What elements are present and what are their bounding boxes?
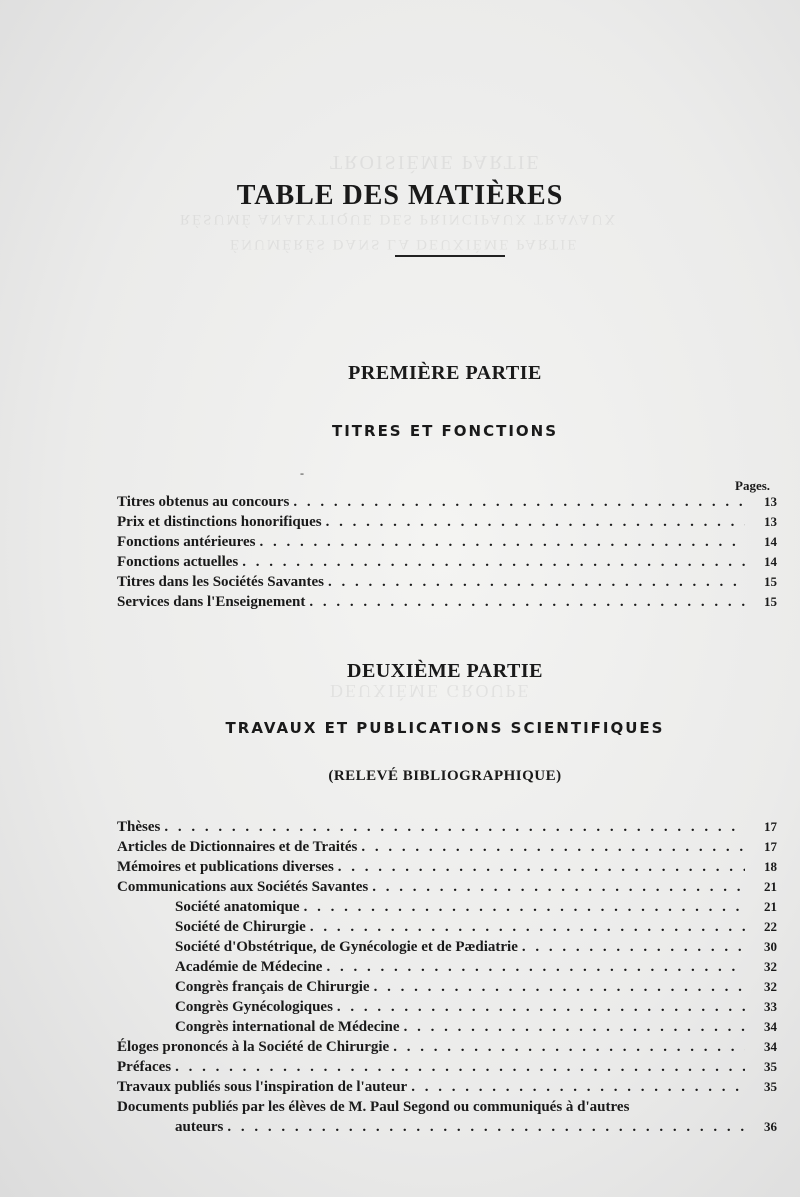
toc-entry-page: 32 — [764, 959, 777, 974]
toc-entry-page: 22 — [764, 919, 777, 934]
toc-entry-label: Fonctions actuelles — [117, 554, 239, 570]
toc-entry-label: Titres dans les Sociétés Savantes — [117, 574, 324, 590]
leader-dots — [404, 1017, 745, 1037]
toc-entry[interactable] — [117, 492, 777, 512]
toc-entry-label: Éloges prononcés à la Société de Chirurgie — [117, 1039, 390, 1055]
toc-entry[interactable] — [117, 877, 777, 897]
toc-entry-page: 35 — [764, 1079, 777, 1094]
toc-entry-page: 33 — [764, 999, 777, 1014]
leader-dots — [259, 532, 745, 552]
part-one-section: TITRES ET FONCTIONS — [331, 422, 559, 440]
toc-part-one — [117, 492, 777, 612]
leader-dots — [338, 857, 745, 877]
toc-entry[interactable] — [117, 837, 777, 857]
toc-part-two — [117, 817, 777, 1137]
toc-entry-label: Congrès Gynécologiques — [175, 999, 333, 1015]
part-two-heading: DEUXIÈME PARTIE — [347, 660, 543, 682]
leader-dots — [374, 977, 745, 997]
toc-entry-label: Société anatomique — [175, 899, 300, 915]
toc-entry-page: 14 — [764, 534, 777, 549]
toc-entry[interactable] — [117, 572, 777, 592]
leader-dots — [164, 817, 745, 837]
toc-entry-label: Titres obtenus au concours — [117, 494, 290, 510]
toc-entry-page: 35 — [764, 1059, 777, 1074]
toc-entry-label: Société de Chirurgie — [175, 919, 306, 935]
toc-subentry[interactable] — [117, 957, 777, 977]
toc-entry[interactable] — [117, 552, 777, 572]
leader-dots — [393, 1037, 745, 1057]
toc-entry-page: 21 — [764, 899, 777, 914]
leader-dots — [372, 877, 745, 897]
toc-entry-label: Académie de Médecine — [175, 959, 323, 975]
pages-column-header: Pages. — [735, 478, 771, 493]
toc-entry-label: auteurs — [175, 1119, 224, 1135]
show-through-text: ÉNUMÉRÉS DANS LA DEUXIÈME PARTIE — [230, 236, 579, 252]
toc-entry-page: 15 — [764, 594, 777, 609]
page-title: TABLE DES MATIÈRES — [236, 180, 564, 211]
part-two-subsection: (RELEVÉ BIBLIOGRAPHIQUE) — [328, 768, 562, 784]
toc-entry[interactable] — [117, 817, 777, 837]
leader-dots — [361, 837, 745, 857]
toc-subentry[interactable] — [117, 997, 777, 1017]
leader-dots — [310, 917, 745, 937]
toc-entry-label: Articles de Dictionnaires et de Traités — [117, 839, 358, 855]
toc-entry[interactable] — [117, 857, 777, 877]
leader-dots — [337, 997, 745, 1017]
toc-entry[interactable] — [117, 1057, 777, 1077]
toc-entry-first-line[interactable]: Documents publiés par les élèves de M. Paul Segond ou communiqués à d'autres — [117, 1099, 630, 1115]
toc-entry-label: Thèses — [117, 819, 161, 835]
toc-entry-page: 13 — [764, 514, 777, 529]
toc-entry-label: Congrès international de Médecine — [175, 1019, 400, 1035]
leader-dots — [242, 552, 745, 572]
toc-entry-page: 14 — [764, 554, 777, 569]
toc-entry-page: 32 — [764, 979, 777, 994]
toc-entry-label: Travaux publiés sous l'inspiration de l'auteur — [117, 1079, 408, 1095]
leader-dots — [522, 937, 745, 957]
toc-entry-label: Mémoires et publications diverses — [117, 859, 334, 875]
toc-entry-page: 30 — [764, 939, 777, 954]
toc-entry-page: 34 — [764, 1019, 777, 1034]
toc-entry[interactable] — [117, 592, 777, 612]
show-through-text: TROISIÈME PARTIE — [330, 151, 541, 173]
title-rule — [395, 255, 505, 257]
toc-entry-page: 17 — [764, 819, 777, 834]
toc-entry-label: Services dans l'Enseignement — [117, 594, 306, 610]
leader-dots — [411, 1077, 745, 1097]
show-through-text: DEUXIÈME GROUPE — [330, 681, 531, 701]
leader-dots — [326, 512, 745, 532]
toc-entry[interactable] — [117, 532, 777, 552]
toc-subentry[interactable] — [117, 937, 777, 957]
leader-dots — [304, 897, 745, 917]
stray-mark: - — [300, 466, 304, 480]
toc-subentry[interactable] — [117, 1017, 777, 1037]
toc-entry-label: Communications aux Sociétés Savantes — [117, 879, 369, 895]
toc-entry-label: Prix et distinctions honorifiques — [117, 514, 322, 530]
toc-entry-page: 15 — [764, 574, 777, 589]
leader-dots — [293, 492, 745, 512]
show-through-text: RÉSUMÉ ANALYTIQUE DES PRINCIPAUX TRAVAUX — [180, 211, 618, 227]
leader-dots — [326, 957, 745, 977]
toc-entry-page: 17 — [764, 839, 777, 854]
part-one-heading: PREMIÈRE PARTIE — [348, 362, 542, 384]
leader-dots — [175, 1057, 745, 1077]
toc-entry-page: 36 — [764, 1119, 777, 1134]
leader-dots — [328, 572, 745, 592]
toc-entry-page: 34 — [764, 1039, 777, 1054]
toc-entry[interactable] — [117, 1077, 777, 1097]
toc-subentry[interactable] — [117, 977, 777, 997]
part-two-section: TRAVAUX ET PUBLICATIONS SCIENTIFIQUES — [225, 719, 665, 737]
toc-subentry[interactable] — [117, 917, 777, 937]
toc-entry-page: 18 — [764, 859, 777, 874]
toc-entry-label: Préfaces — [117, 1059, 172, 1075]
toc-entry-page: 13 — [764, 494, 777, 509]
toc-entry-label: Fonctions antérieures — [117, 534, 256, 550]
toc-entry[interactable] — [117, 1037, 777, 1057]
toc-subentry[interactable] — [117, 897, 777, 917]
toc-entry-page: 21 — [764, 879, 777, 894]
leader-dots — [309, 592, 745, 612]
toc-entry-label: Congrès français de Chirurgie — [175, 979, 370, 995]
toc-entry-continuation[interactable] — [117, 1117, 777, 1137]
toc-entry-label: Société d'Obstétrique, de Gynécologie et de Pædiatrie — [175, 939, 518, 955]
toc-entry[interactable] — [117, 512, 777, 532]
leader-dots — [227, 1117, 745, 1137]
